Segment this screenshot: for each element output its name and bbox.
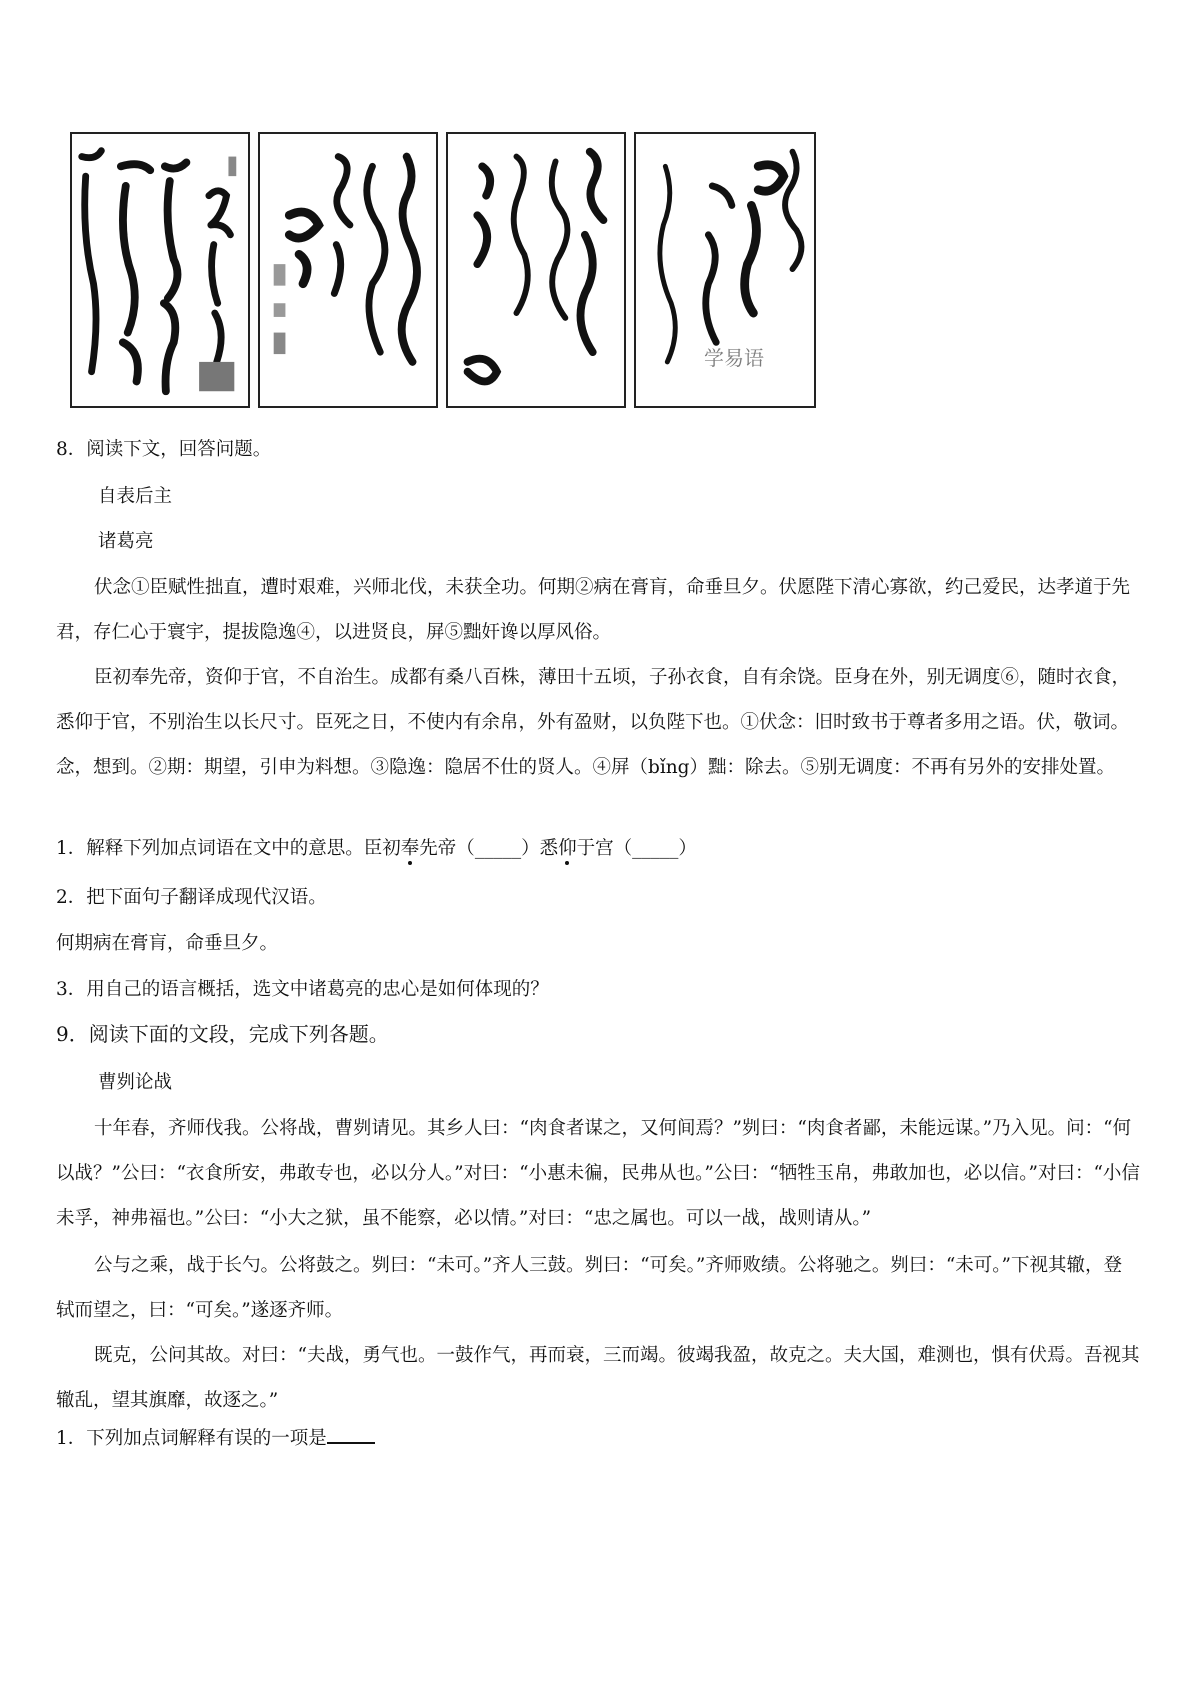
q9-passage-title: 曹刿论战 (98, 1072, 173, 1093)
calligraphy-image-1 (72, 134, 248, 406)
q8-subquestion-3: 3．用自己的语言概括，选文中诸葛亮的忠心是如何体现的？ (56, 979, 549, 1000)
answer-blank-2[interactable]: _____ (632, 838, 679, 859)
calligraphy-panel-3 (446, 132, 626, 408)
q9-passage-paragraph-2: 公与之乘，战于长勺。公将鼓之。刿曰：“未可。”齐人三鼓。刿曰：“可矣。”齐师败绩。公将驰之。刿曰：“未可。”下视其辙，登轼而望之，曰：“可矣。”遂逐齐师。 (56, 1255, 1123, 1321)
q8-heading: 8．阅读下文，回答问题。 (56, 439, 272, 460)
q9-subquestion-1: 1．下列加点词解释有误的一项是 (56, 1424, 1136, 1451)
q8-passage-title: 自表后主 (98, 486, 173, 507)
q8-subquestion-1: 1．解释下列加点词语在文中的意思。臣初奉先帝（_____）悉仰于宫（_____） (56, 838, 697, 859)
answer-blank-1[interactable]: _____ (474, 838, 522, 859)
calligraphy-panel-2 (258, 132, 438, 408)
answer-blank-3[interactable] (327, 1424, 375, 1444)
dotted-char-yang: 仰 (558, 838, 577, 859)
q8-subquestion-2-sentence: 何期病在膏肓，命垂旦夕。 (56, 933, 279, 954)
q8-passage-paragraph-1: 伏念①臣赋性拙直，遭时艰难，兴师北伐，未获全功。何期②病在膏肓，命垂旦夕。伏愿陛下清心寡欲，约己爱民，达孝道于先君，存仁心于寰宇，提拔隐逸④，以进贤良，屏⑤黜奸谗以厚风俗。 (56, 577, 1131, 643)
calligraphy-image-2 (260, 134, 436, 406)
q8-subquestion-2: 2．把下面句子翻译成现代汉语。 (56, 887, 327, 908)
q9-passage-paragraph-3: 既克，公问其故。对曰：“夫战，勇气也。一鼓作气，再而衰，三而竭。彼竭我盈，故克之。夫大国，难测也，惧有伏焉。吾视其辙乱，望其旗靡，故逐之。” (56, 1345, 1140, 1411)
dotted-char-feng: 奉 (400, 838, 420, 859)
q8-author: 诸葛亮 (98, 531, 154, 552)
q9-heading: 9．阅读下面的文段，完成下列各题。 (56, 1022, 389, 1046)
calligraphy-images (70, 132, 890, 410)
q9-passage-paragraph-1: 十年春，齐师伐我。公将战，曹刿请见。其乡人曰：“肉食者谋之，又何间焉？”刿曰：“肉食者鄙，未能远谋。”乃入见。问：“何以战？”公曰：“衣食所安，弗敢专也，必以分人。”对曰：“小惠未徧，民弗从也。”公曰：“牺牲玉帛，弗敢加也，必以信。”对曰：“小信未孚，神弗福也。”公曰：“小大之狱，虽不能察，必以情。”对曰：“忠之属也。可以一战，战则请从。” (56, 1118, 1140, 1229)
calligraphy-panel-1 (70, 132, 250, 408)
watermark-text: 学易语 (704, 346, 764, 370)
q8-passage-paragraph-2: 臣初奉先帝，资仰于官，不自治生。成都有桑八百株，薄田十五顷，子孙衣食，自有余饶。臣身在外，别无调度⑥，随时衣食，悉仰于官，不别治生以长尺寸。臣死之日，不使内有余帛，外有盈财，以负陛下也。①伏念：旧时致书于尊者多用之语。伏，敬词。念，想到。②期：期望，引申为料想。③隐逸：隐居不仕的贤人。④屏（bǐng）黜：除去。⑤别无调度：不再有另外的安排处置。 (56, 667, 1131, 778)
calligraphy-image-3 (448, 134, 624, 406)
